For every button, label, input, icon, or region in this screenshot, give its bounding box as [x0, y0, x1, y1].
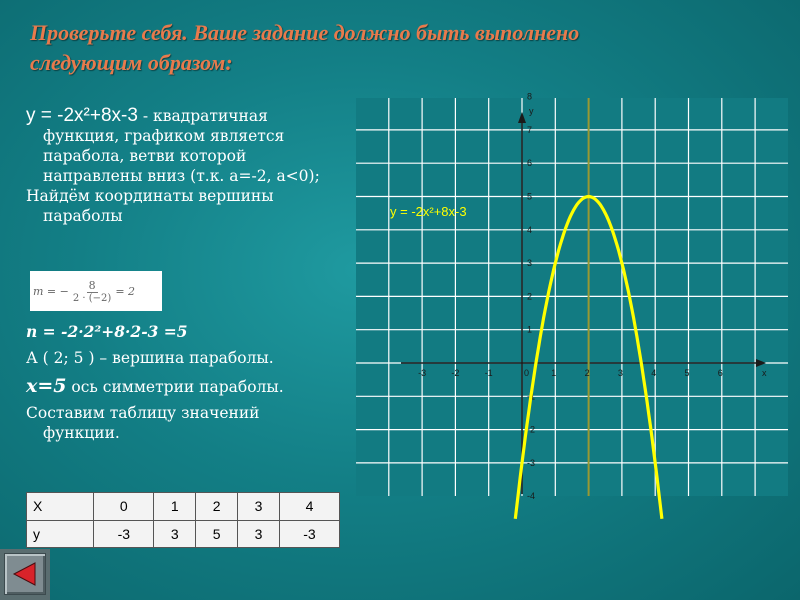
- x-tick-label: 2: [584, 368, 590, 378]
- y-tick-label: -1: [527, 391, 536, 402]
- table-cell: 1: [154, 493, 196, 521]
- text-line-11: функции.: [43, 424, 120, 442]
- table-cell: -3: [280, 520, 340, 548]
- function-formula: y = -2x²+8x-3: [26, 105, 138, 126]
- formula-lhs: m = −: [33, 284, 69, 298]
- text-line-10: Составим таблицу значений: [26, 404, 260, 422]
- table-cell: -3: [94, 520, 154, 548]
- table-cell: 4: [280, 493, 340, 521]
- y-tick-label: -3: [527, 457, 536, 468]
- table-cell: 3: [238, 493, 280, 521]
- function-desc: - квадратичная: [137, 107, 268, 125]
- text-line-4: направлены вниз (т.к. а=-2, а<0);: [43, 167, 320, 185]
- explanation-text: [26, 106, 361, 226]
- formula-rhs: = 2: [115, 284, 136, 298]
- table-cell: 0: [94, 493, 154, 521]
- x-tick-label: 6: [717, 368, 723, 378]
- formula-fraction: [71, 279, 113, 304]
- formula-numerator: 8: [88, 278, 96, 292]
- text-line-7: n = -2·2²+8·2-3 =5: [26, 322, 188, 341]
- table-cell: y: [27, 520, 94, 548]
- table-row: [27, 493, 340, 521]
- title-line-2: следующим образом:: [30, 50, 233, 75]
- explanation-text-2: [26, 322, 361, 443]
- back-button[interactable]: [4, 553, 46, 595]
- y-tick-label: 6: [527, 158, 533, 169]
- text-line-6: параболы: [43, 207, 123, 225]
- table-cell: 3: [154, 520, 196, 548]
- values-table: [26, 492, 340, 548]
- parabola-graph: [356, 91, 788, 502]
- y-tick-label: -4: [527, 491, 536, 502]
- y-tick-label: 7: [527, 124, 533, 135]
- text-line-2: функция, графиком является: [43, 127, 285, 145]
- table-cell: 2: [196, 493, 238, 521]
- y-tick-label-top: 8: [527, 91, 533, 102]
- x-tick-label: 1: [551, 368, 557, 378]
- y-tick-label: 1: [527, 324, 533, 335]
- text-line-8: А ( 2; 5 ) – вершина параболы.: [26, 349, 274, 367]
- graph-background: [356, 98, 788, 496]
- x-tick-label: -3: [418, 368, 427, 378]
- table-cell: 3: [238, 520, 280, 548]
- y-tick-label: 4: [527, 224, 533, 235]
- curve-label: y = -2x²+8x-3: [390, 204, 467, 219]
- x-tick-label: -1: [484, 368, 493, 378]
- formula-denominator: 2 · (−2): [72, 292, 112, 304]
- y-axis-label: y: [529, 106, 534, 116]
- y-tick-label: 3: [527, 258, 533, 269]
- symmetry-x: x=5: [26, 375, 67, 397]
- x-tick-label: 0: [524, 368, 530, 378]
- y-tick-label: 2: [527, 291, 533, 302]
- arrow-left-icon: [10, 559, 40, 589]
- slide-title: [30, 18, 730, 78]
- x-tick-label: 4: [651, 368, 657, 378]
- x-tick-label: 3: [617, 368, 623, 378]
- y-tick-label: -2: [527, 424, 536, 435]
- x-tick-label: -2: [451, 368, 460, 378]
- x-axis-label: x: [762, 368, 767, 378]
- text-line-3: парабола, ветви которой: [43, 147, 247, 165]
- table-cell: 5: [196, 520, 238, 548]
- table-row: [27, 520, 340, 548]
- table-cell: X: [27, 493, 94, 521]
- x-tick-label: 5: [684, 368, 690, 378]
- vertex-formula-image: [30, 271, 162, 311]
- text-line-5: Найдём координаты вершины: [26, 187, 274, 205]
- text-line-9: ось симметрии параболы.: [66, 378, 284, 396]
- y-tick-label: 5: [527, 191, 533, 202]
- title-line-1: Проверьте себя. Ваше задание должно быть выполнено: [30, 20, 580, 45]
